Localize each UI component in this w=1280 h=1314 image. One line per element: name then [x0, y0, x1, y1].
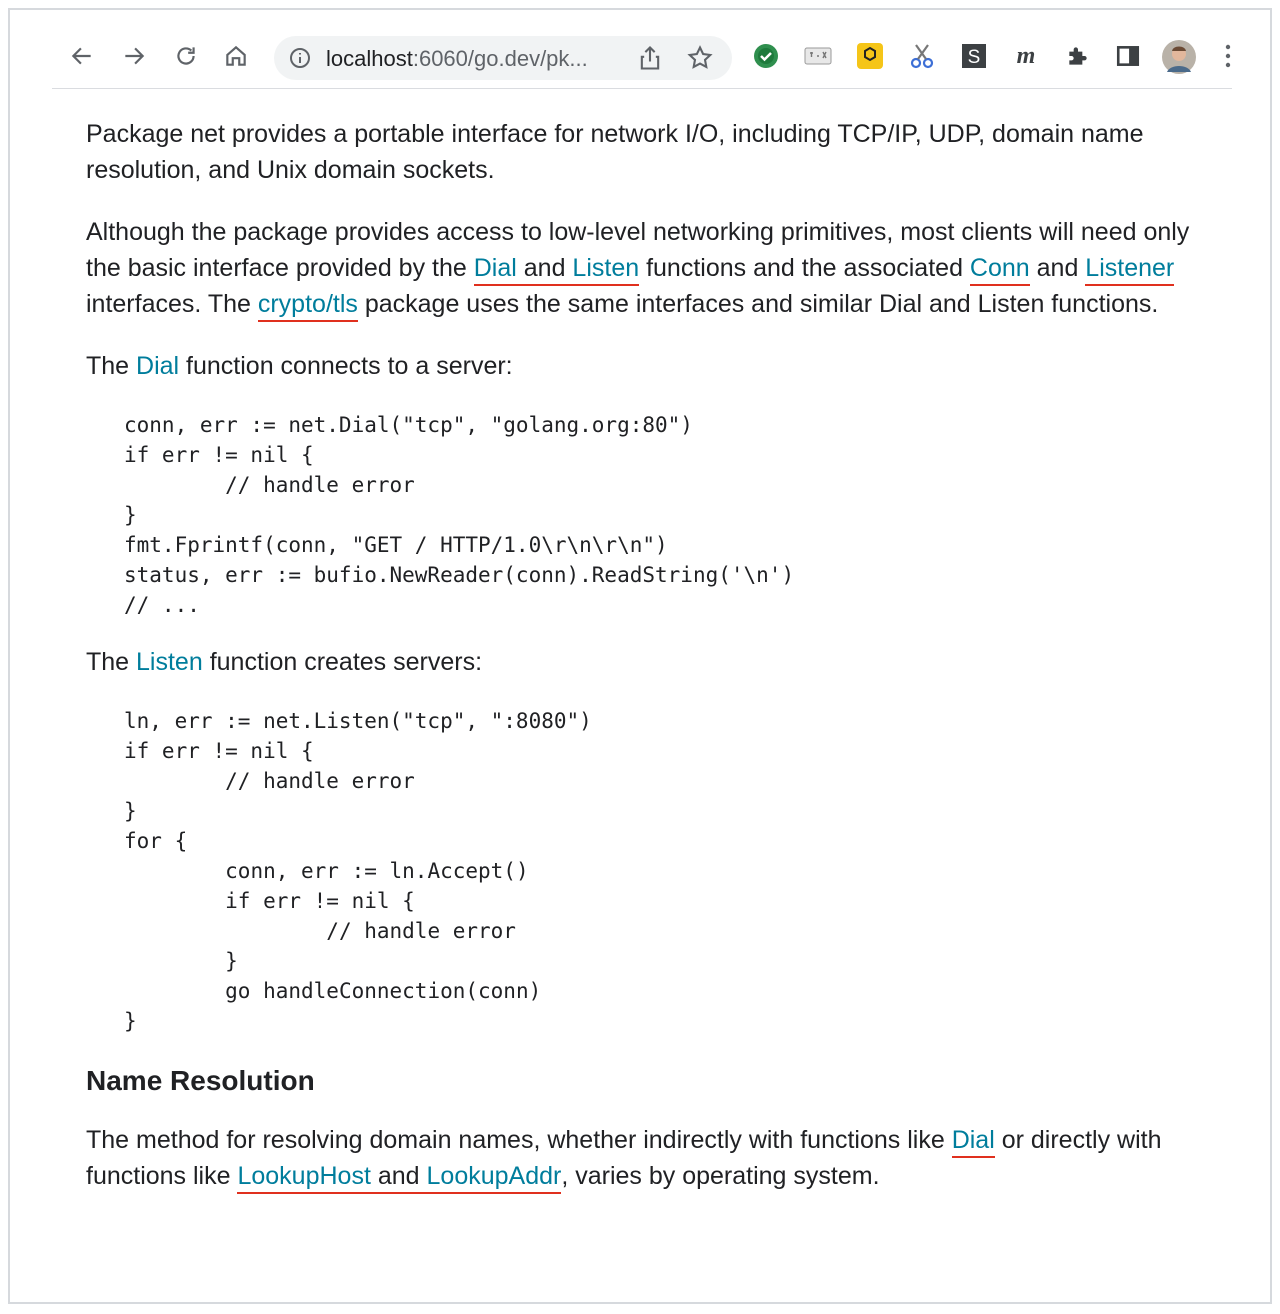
link-dial[interactable]: Dial — [473, 254, 517, 282]
profile-avatar[interactable] — [1162, 40, 1196, 74]
text: function connects to a server: — [179, 352, 513, 380]
link-listen[interactable]: Listen — [572, 254, 640, 282]
menu-icon[interactable] — [1214, 42, 1242, 70]
sidepanel-icon[interactable] — [1114, 42, 1142, 70]
m-extension-icon[interactable] — [1012, 42, 1040, 70]
text: function creates servers: — [202, 648, 483, 676]
scissors-icon[interactable] — [908, 42, 936, 70]
text: and — [370, 1162, 427, 1190]
dial-intro-paragraph — [86, 348, 1216, 384]
home-icon[interactable] — [218, 38, 254, 74]
text: and — [516, 254, 573, 282]
svg-text:m: m — [1016, 43, 1036, 69]
forward-icon[interactable] — [116, 38, 152, 74]
link-listener[interactable]: Listener — [1085, 254, 1175, 282]
squiggle-lookup — [237, 1162, 561, 1190]
intro-paragraph: Package net provides a portable interface for network I/O, including TCP/IP, UDP, domain name resolution, and Unix domain sockets. — [86, 120, 1144, 184]
link-lookupaddr[interactable]: LookupAddr — [426, 1162, 562, 1190]
text: or directly with functions like — [86, 1126, 1162, 1190]
back-icon[interactable] — [64, 38, 100, 74]
reload-icon[interactable] — [168, 38, 204, 74]
puzzle-icon[interactable] — [1064, 42, 1092, 70]
s-extension-icon[interactable] — [960, 42, 988, 70]
listen-intro-paragraph — [86, 644, 1216, 680]
text: , varies by operating system. — [561, 1162, 880, 1190]
hexagon-extension-icon[interactable] — [856, 42, 884, 70]
text: functions and the associated — [639, 254, 970, 282]
link-crypto-tls[interactable]: crypto/tls — [257, 290, 358, 318]
section-heading-name-resolution: Name Resolution — [86, 1065, 315, 1096]
link-lookuphost[interactable]: LookupHost — [237, 1162, 371, 1190]
text: and — [1029, 254, 1086, 282]
info-icon[interactable] — [288, 46, 312, 70]
overview-paragraph — [86, 214, 1216, 322]
star-icon[interactable] — [686, 44, 714, 72]
squiggle-dial-listen — [474, 254, 639, 282]
text: The — [86, 648, 137, 676]
address-bar[interactable] — [274, 36, 732, 80]
url-host: localhost — [326, 46, 413, 71]
svg-text:S: S — [967, 47, 981, 68]
regex-extension-icon[interactable] — [804, 42, 832, 70]
doc-content — [86, 116, 1216, 1220]
browser-toolbar — [52, 28, 1232, 89]
code-block-listen: ln, err := net.Listen("tcp", ":8080") if err != nil { // handle error } for { conn, err := ln.Accept() if err != nil { // handle error } go handleConnection(conn) } — [124, 709, 592, 1033]
text: Although the package provides access to low-level networking primitives, most clients will need only the basic interface provided by the — [86, 218, 1190, 282]
green-check-extension-icon[interactable] — [752, 42, 780, 70]
code-block-dial: conn, err := net.Dial("tcp", "golang.org:80") if err != nil { // handle error } fmt.Fprintf(conn, "GET / HTTP/1.0\r\n\r\n") status, err := bufio.NewReader(conn).ReadString('\n') // ... — [124, 413, 795, 617]
url-text[interactable] — [326, 47, 588, 71]
link-dial[interactable]: Dial — [951, 1126, 995, 1154]
link-listen[interactable]: Listen — [136, 648, 203, 676]
url-path: :6060/go.dev/pk... — [412, 46, 588, 71]
text: The method for resolving domain names, whether indirectly with functions like — [86, 1126, 952, 1154]
link-dial[interactable]: Dial — [136, 352, 180, 380]
text: package uses the same interfaces and similar Dial and Listen functions. — [357, 290, 1159, 318]
link-conn[interactable]: Conn — [969, 254, 1030, 282]
text: interfaces. The — [86, 290, 258, 318]
name-resolution-paragraph — [86, 1122, 1216, 1194]
share-icon[interactable] — [636, 44, 664, 72]
text: The — [86, 352, 137, 380]
